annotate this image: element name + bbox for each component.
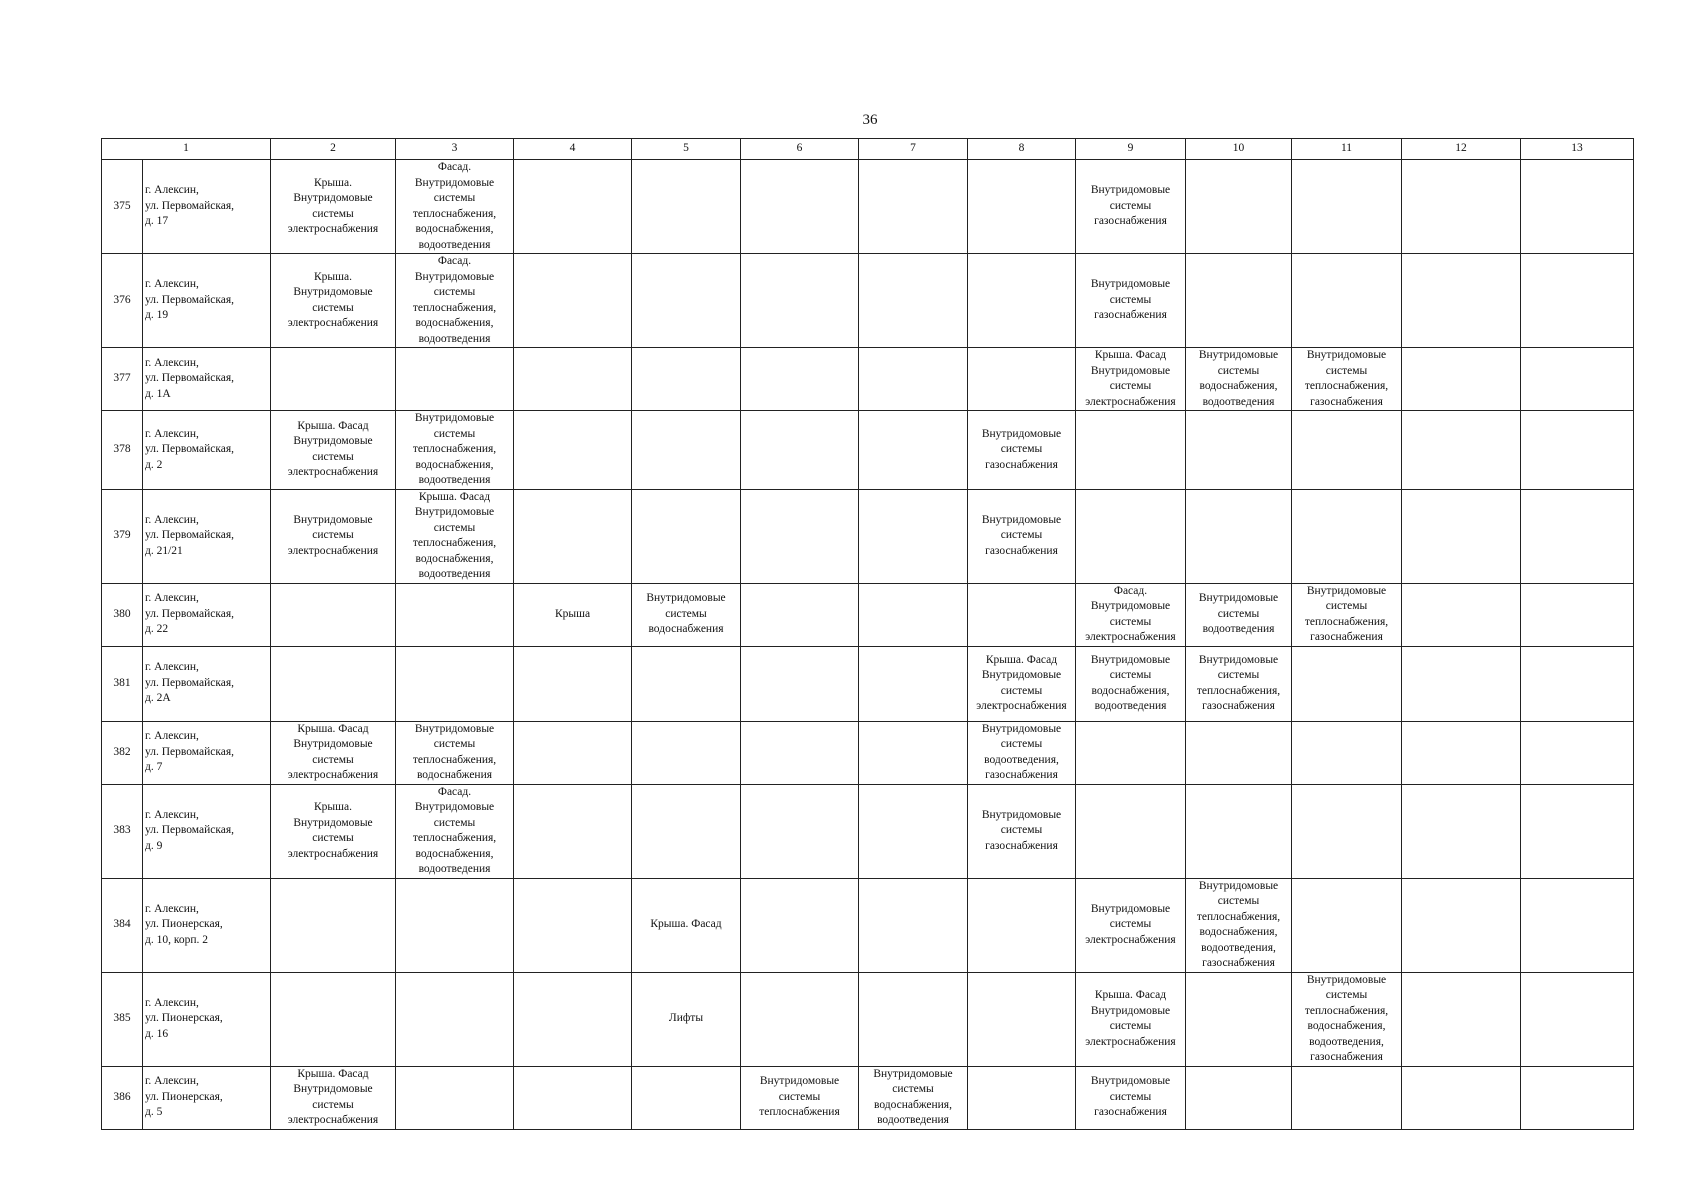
work-cell <box>271 348 396 411</box>
address-cell: г. Алексин, ул. Пионерская, д. 10, корп. 2 <box>143 878 271 972</box>
work-cell <box>632 348 741 411</box>
table-row <box>102 489 1634 583</box>
work-cell <box>632 489 741 583</box>
work-cell: Внутридомовые системы теплоснабжения, водоснабжения <box>396 721 514 784</box>
work-cell: Крыша. Фасад Внутридомовые системы электроснабжения <box>271 1066 396 1129</box>
table-row <box>102 784 1634 878</box>
column-number-row <box>102 139 1634 160</box>
work-cell <box>1076 784 1186 878</box>
work-cell <box>514 348 632 411</box>
work-cell <box>1186 489 1292 583</box>
work-cell <box>1402 583 1521 646</box>
work-cell: Внутридомовые системы теплоснабжения, газоснабжения <box>1186 646 1292 721</box>
work-cell <box>1402 411 1521 490</box>
work-cell <box>396 646 514 721</box>
work-cell: Крыша. Внутридомовые системы электроснабжения <box>271 160 396 254</box>
address-cell: г. Алексин, ул. Первомайская, д. 7 <box>143 721 271 784</box>
work-cell <box>968 348 1076 411</box>
work-cell: Внутридомовые системы водоотведения <box>1186 583 1292 646</box>
work-cell <box>859 583 968 646</box>
work-cell: Фасад. Внутридомовые системы электроснабжения <box>1076 583 1186 646</box>
column-header: 4 <box>514 139 632 160</box>
work-cell <box>632 160 741 254</box>
work-cell <box>968 254 1076 348</box>
work-cell <box>514 160 632 254</box>
work-cell <box>1521 583 1634 646</box>
work-cell <box>514 411 632 490</box>
work-cell <box>1292 784 1402 878</box>
work-cell <box>859 646 968 721</box>
row-number: 385 <box>102 972 143 1066</box>
work-cell <box>1521 254 1634 348</box>
work-cell: Внутридомовые системы газоснабжения <box>1076 160 1186 254</box>
work-cell: Внутридомовые системы водоснабжения <box>632 583 741 646</box>
address-cell: г. Алексин, ул. Пионерская, д. 5 <box>143 1066 271 1129</box>
work-cell <box>271 972 396 1066</box>
work-cell: Внутридомовые системы газоснабжения <box>968 411 1076 490</box>
table-row <box>102 254 1634 348</box>
work-cell <box>1186 721 1292 784</box>
work-cell <box>514 878 632 972</box>
work-cell: Внутридомовые системы газоснабжения <box>968 784 1076 878</box>
work-cell: Внутридомовые системы теплоснабжения, водоснабжения, водоотведения, газоснабжения <box>1292 972 1402 1066</box>
work-cell <box>1521 878 1634 972</box>
work-cell <box>859 254 968 348</box>
work-cell <box>396 348 514 411</box>
work-cell: Крыша <box>514 583 632 646</box>
work-cell <box>632 254 741 348</box>
table-row <box>102 878 1634 972</box>
work-cell: Фасад. Внутридомовые системы теплоснабжения, водоснабжения, водоотведения <box>396 784 514 878</box>
work-cell <box>271 583 396 646</box>
work-cell <box>1292 646 1402 721</box>
work-cell <box>859 784 968 878</box>
work-cell <box>859 721 968 784</box>
address-cell: г. Алексин, ул. Первомайская, д. 2 <box>143 411 271 490</box>
work-cell <box>859 160 968 254</box>
work-cell <box>741 254 859 348</box>
work-cell <box>1292 254 1402 348</box>
column-header: 12 <box>1402 139 1521 160</box>
row-number: 384 <box>102 878 143 972</box>
work-cell: Внутридомовые системы газоснабжения <box>1076 1066 1186 1129</box>
work-cell: Крыша. Фасад Внутридомовые системы электроснабжения <box>968 646 1076 721</box>
work-cell <box>1402 160 1521 254</box>
work-cell <box>741 348 859 411</box>
work-cell <box>632 1066 741 1129</box>
column-header: 8 <box>968 139 1076 160</box>
work-cell <box>514 1066 632 1129</box>
work-cell <box>1402 784 1521 878</box>
work-cell <box>859 878 968 972</box>
work-cell <box>271 878 396 972</box>
work-cell <box>632 721 741 784</box>
work-cell <box>741 411 859 490</box>
work-cell <box>968 972 1076 1066</box>
column-header: 6 <box>741 139 859 160</box>
row-number: 386 <box>102 1066 143 1129</box>
work-cell <box>1186 784 1292 878</box>
work-cell <box>1521 721 1634 784</box>
work-cell: Крыша. Внутридомовые системы электроснабжения <box>271 254 396 348</box>
work-cell <box>1521 784 1634 878</box>
row-number: 383 <box>102 784 143 878</box>
work-cell <box>1186 1066 1292 1129</box>
work-cell: Внутридомовые системы электроснабжения <box>1076 878 1186 972</box>
work-cell <box>514 784 632 878</box>
column-header: 2 <box>271 139 396 160</box>
work-cell <box>1402 721 1521 784</box>
work-cell <box>1402 348 1521 411</box>
work-cell: Крыша. Фасад Внутридомовые системы электроснабжения <box>271 721 396 784</box>
work-cell <box>396 583 514 646</box>
work-cell <box>632 411 741 490</box>
work-cell: Внутридомовые системы водоснабжения, водоотведения <box>859 1066 968 1129</box>
work-cell: Внутридомовые системы теплоснабжения, водоснабжения, водоотведения <box>396 411 514 490</box>
work-cell <box>1521 646 1634 721</box>
work-cell: Крыша. Фасад Внутридомовые системы электроснабжения <box>1076 348 1186 411</box>
work-cell <box>632 784 741 878</box>
work-cell <box>271 646 396 721</box>
address-cell: г. Алексин, ул. Первомайская, д. 17 <box>143 160 271 254</box>
work-cell: Внутридомовые системы водоснабжения, водоотведения <box>1186 348 1292 411</box>
work-cell <box>514 254 632 348</box>
table-row <box>102 1066 1634 1129</box>
work-cell <box>514 721 632 784</box>
work-cell <box>968 878 1076 972</box>
address-cell: г. Алексин, ул. Первомайская, д. 22 <box>143 583 271 646</box>
column-header: 3 <box>396 139 514 160</box>
work-cell <box>1186 411 1292 490</box>
work-cell <box>859 972 968 1066</box>
work-cell <box>1521 972 1634 1066</box>
address-cell: г. Алексин, ул. Первомайская, д. 1А <box>143 348 271 411</box>
work-cell <box>1402 254 1521 348</box>
work-cell: Фасад. Внутридомовые системы теплоснабжения, водоснабжения, водоотведения <box>396 254 514 348</box>
work-cell <box>1186 160 1292 254</box>
work-cell <box>396 878 514 972</box>
address-cell: г. Алексин, ул. Первомайская, д. 21/21 <box>143 489 271 583</box>
column-header: 11 <box>1292 139 1402 160</box>
work-cell <box>1402 646 1521 721</box>
work-cell <box>514 972 632 1066</box>
work-cell <box>1292 1066 1402 1129</box>
work-cell <box>859 489 968 583</box>
work-cell <box>1521 160 1634 254</box>
work-cell <box>1292 411 1402 490</box>
work-cell <box>968 1066 1076 1129</box>
work-cell <box>1076 411 1186 490</box>
page-number: 36 <box>862 112 878 128</box>
address-cell: г. Алексин, ул. Первомайская, д. 19 <box>143 254 271 348</box>
work-cell: Фасад. Внутридомовые системы теплоснабжения, водоснабжения, водоотведения <box>396 160 514 254</box>
work-cell: Крыша. Фасад Внутридомовые системы электроснабжения <box>271 411 396 490</box>
row-number: 380 <box>102 583 143 646</box>
work-cell <box>632 646 741 721</box>
work-cell <box>741 646 859 721</box>
work-cell: Внутридомовые системы теплоснабжения, газоснабжения <box>1292 348 1402 411</box>
address-cell: г. Алексин, ул. Первомайская, д. 2А <box>143 646 271 721</box>
column-header: 5 <box>632 139 741 160</box>
work-cell <box>1076 721 1186 784</box>
work-cell <box>1292 160 1402 254</box>
table-row <box>102 583 1634 646</box>
work-cell <box>741 784 859 878</box>
address-cell: г. Алексин, ул. Пионерская, д. 16 <box>143 972 271 1066</box>
work-cell <box>1292 878 1402 972</box>
work-cell: Крыша. Фасад Внутридомовые системы теплоснабжения, водоснабжения, водоотведения <box>396 489 514 583</box>
work-cell: Крыша. Фасад Внутридомовые системы электроснабжения <box>1076 972 1186 1066</box>
table-row <box>102 411 1634 490</box>
work-cell <box>1402 878 1521 972</box>
row-number: 381 <box>102 646 143 721</box>
row-number: 382 <box>102 721 143 784</box>
work-cell <box>514 489 632 583</box>
column-header: 13 <box>1521 139 1634 160</box>
column-header: 9 <box>1076 139 1186 160</box>
column-header: 1 <box>102 139 271 160</box>
work-cell: Внутридомовые системы теплоснабжения, газоснабжения <box>1292 583 1402 646</box>
column-header: 7 <box>859 139 968 160</box>
row-number: 378 <box>102 411 143 490</box>
work-cell: Лифты <box>632 972 741 1066</box>
work-cell <box>859 411 968 490</box>
work-cell <box>741 972 859 1066</box>
work-cell <box>1402 489 1521 583</box>
work-cell <box>1521 489 1634 583</box>
work-cell <box>1521 348 1634 411</box>
work-cell <box>396 1066 514 1129</box>
work-cell <box>1186 254 1292 348</box>
work-cell <box>1521 411 1634 490</box>
row-number: 377 <box>102 348 143 411</box>
table-row <box>102 348 1634 411</box>
row-number: 375 <box>102 160 143 254</box>
table-row <box>102 646 1634 721</box>
work-cell <box>396 972 514 1066</box>
work-cell <box>1292 489 1402 583</box>
work-cell: Внутридомовые системы теплоснабжения <box>741 1066 859 1129</box>
column-header: 10 <box>1186 139 1292 160</box>
work-cell: Внутридомовые системы газоснабжения <box>1076 254 1186 348</box>
work-cell <box>741 721 859 784</box>
work-cell <box>968 160 1076 254</box>
work-cell: Внутридомовые системы газоснабжения <box>968 489 1076 583</box>
row-number: 376 <box>102 254 143 348</box>
work-cell <box>1402 972 1521 1066</box>
work-cell <box>741 878 859 972</box>
work-cell <box>514 646 632 721</box>
work-cell <box>1521 1066 1634 1129</box>
work-cell <box>741 583 859 646</box>
work-cell <box>741 160 859 254</box>
work-cell <box>1186 972 1292 1066</box>
work-cell <box>1076 489 1186 583</box>
work-cell <box>968 583 1076 646</box>
work-cell <box>859 348 968 411</box>
table-row <box>102 972 1634 1066</box>
table-row <box>102 160 1634 254</box>
work-cell: Внутридомовые системы водоотведения, газоснабжения <box>968 721 1076 784</box>
work-cell: Внутридомовые системы электроснабжения <box>271 489 396 583</box>
table-row <box>102 721 1634 784</box>
work-cell <box>1292 721 1402 784</box>
work-cell: Крыша. Внутридомовые системы электроснабжения <box>271 784 396 878</box>
work-cell: Внутридомовые системы водоснабжения, водоотведения <box>1076 646 1186 721</box>
row-number: 379 <box>102 489 143 583</box>
work-cell: Внутридомовые системы теплоснабжения, водоснабжения, водоотведения, газоснабжения <box>1186 878 1292 972</box>
work-cell <box>741 489 859 583</box>
work-schedule-table <box>101 138 1634 1130</box>
work-cell <box>1402 1066 1521 1129</box>
work-cell: Крыша. Фасад <box>632 878 741 972</box>
address-cell: г. Алексин, ул. Первомайская, д. 9 <box>143 784 271 878</box>
